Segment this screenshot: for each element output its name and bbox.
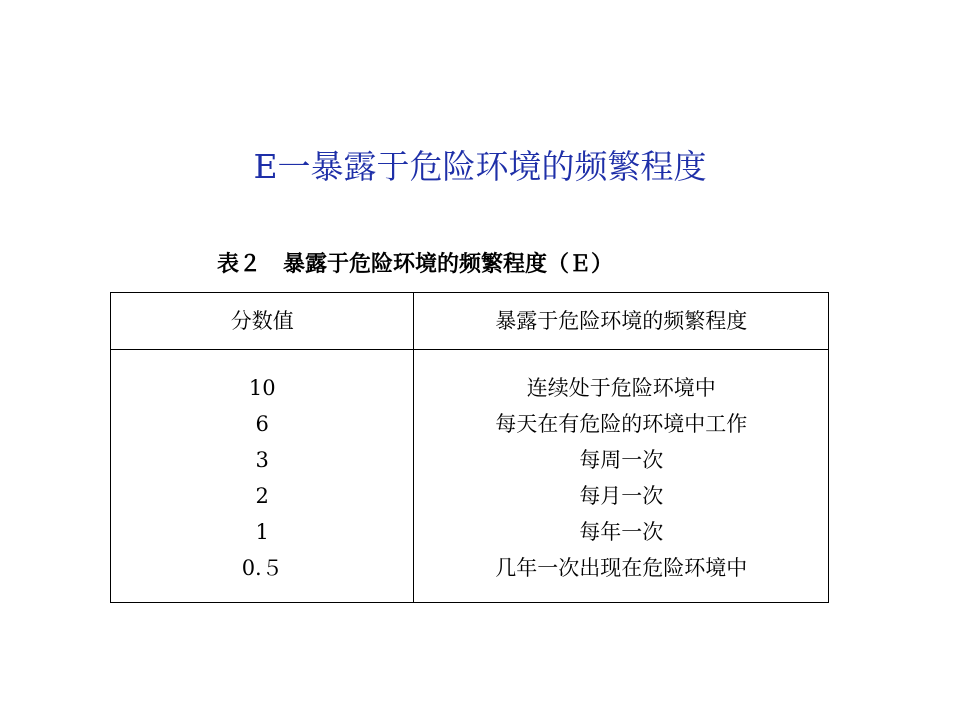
score-value: 10 bbox=[248, 376, 276, 400]
score-value: 6 bbox=[255, 412, 269, 436]
frequency-value: 每年一次 bbox=[579, 520, 664, 544]
frequency-value: 每天在有危险的环境中工作 bbox=[495, 412, 748, 436]
frequency-value: 每月一次 bbox=[579, 484, 664, 508]
table-caption: 表２ 暴露于危险环境的频繁程度（Ｅ） bbox=[217, 252, 614, 277]
score-value: 1 bbox=[255, 520, 269, 544]
frequency-value: 每周一次 bbox=[579, 448, 664, 472]
header-score: 分数值 bbox=[111, 293, 414, 350]
frequency-value: 连续处于危险环境中 bbox=[526, 376, 716, 400]
score-value: 2 bbox=[255, 484, 269, 508]
slide-title: E一暴露于危险环境的频繁程度 bbox=[253, 147, 707, 186]
table-body-row bbox=[111, 350, 829, 603]
header-frequency: 暴露于危险环境的频繁程度 bbox=[414, 293, 829, 350]
exposure-frequency-table bbox=[110, 292, 829, 603]
score-value: 3 bbox=[255, 448, 269, 472]
table-header-row bbox=[111, 293, 829, 350]
score-value: 0.５ bbox=[241, 556, 283, 580]
score-column bbox=[111, 350, 414, 603]
frequency-value: 几年一次出现在危险环境中 bbox=[495, 556, 748, 580]
frequency-column bbox=[414, 350, 829, 603]
